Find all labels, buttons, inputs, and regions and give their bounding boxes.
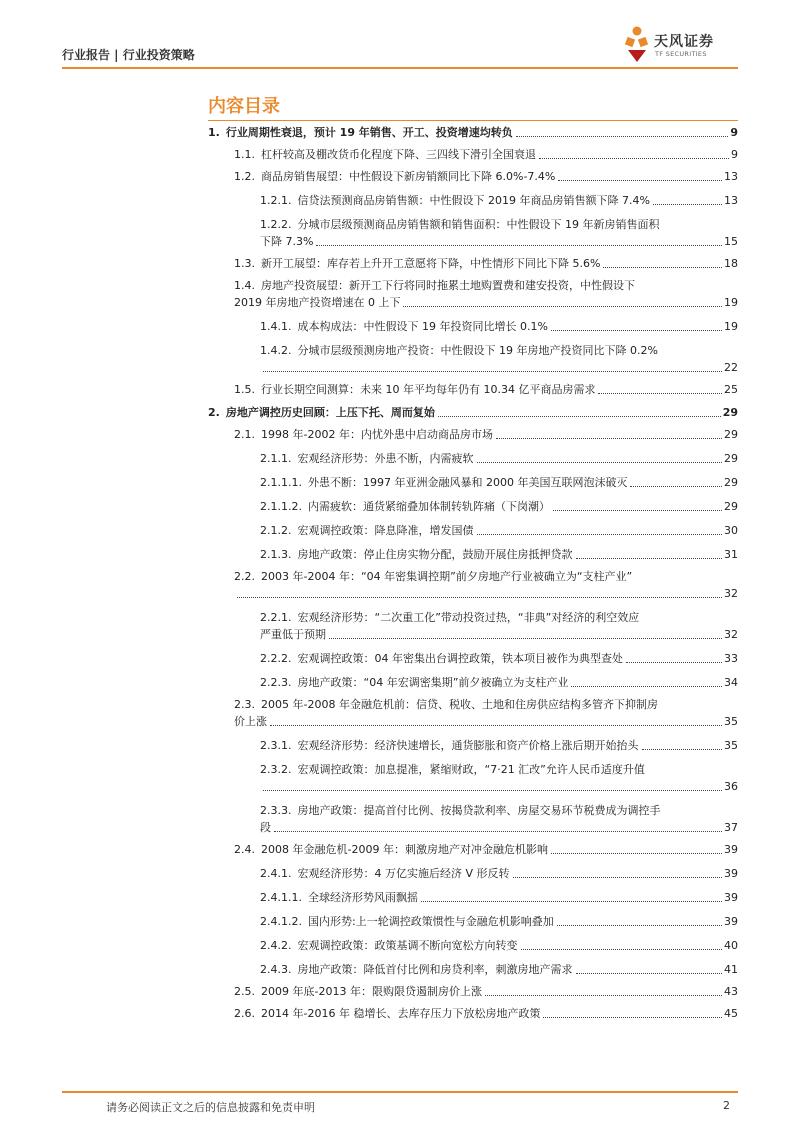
toc-entry-title: 房地产政策：降低首付比例和房贷利率，刺激房地产需求 (297, 963, 573, 976)
toc-entry-page: 29 (724, 452, 738, 465)
toc-title: 内容目录 (208, 96, 280, 117)
dot-leader (558, 180, 722, 181)
toc-entry[interactable] (208, 146, 738, 163)
toc-entry[interactable] (208, 546, 738, 563)
toc-entry-number: 2.2.3. (260, 676, 292, 689)
toc-entry-page: 9 (730, 126, 738, 139)
toc-entry-number: 2.1.1.1. (260, 476, 302, 489)
toc-entry-page: 29 (724, 476, 738, 489)
toc-entry-line (234, 381, 738, 398)
toc-entry-title: 全球经济形势风雨飘摇 (307, 891, 418, 904)
toc-entry-page: 39 (724, 867, 738, 880)
toc-entry-line (234, 255, 738, 272)
toc-entry-title-continued: 段 (260, 821, 271, 834)
toc-entry-title: 宏观调控政策：政策基调不断向宽松方向转变 (297, 939, 518, 952)
toc-entry-line (234, 294, 738, 311)
toc-entry-page: 31 (724, 548, 738, 561)
toc-entry-title-continued: 下降 7.3% (260, 235, 314, 248)
toc-entry-line (260, 937, 738, 954)
toc-entry-page: 34 (724, 676, 738, 689)
toc-entry-title: 行业长期空间测算：未来 10 年平均每年仍有 10.34 亿平商品房需求 (261, 383, 596, 396)
toc-entry-number: 2.2. (234, 570, 255, 583)
toc-entry[interactable] (208, 498, 738, 515)
toc-entry-number: 2.2.2. (260, 652, 292, 665)
toc-entry-page: 22 (724, 361, 738, 374)
toc-entry-title-continued: 严重低于预期 (260, 628, 326, 641)
toc-entry-title: 内需疲软：通货紧缩叠加体制转轨阵痛（下岗潮） (307, 500, 550, 513)
toc-entry-line (260, 216, 738, 233)
toc-entry-line (234, 168, 738, 185)
toc-entry-title: 2009 年底-2013 年：限购限贷遏制房价上涨 (261, 985, 482, 998)
toc-entry[interactable] (208, 761, 738, 795)
toc-entry-line (234, 713, 738, 730)
table-of-contents (208, 121, 738, 1022)
toc-entry-title: 宏观经济形势：外患不断，内需疲软 (297, 452, 474, 465)
toc-entry[interactable] (208, 609, 738, 643)
toc-entry-title: 行业周期性衰退，预计 19 年销售、开工、投资增速均转负 (225, 126, 513, 139)
toc-entry-line (260, 546, 738, 563)
toc-entry-title: 信贷法预测商品房销售额：中性假设下 2019 年商品房销售额下降 7.4% (297, 194, 650, 207)
header-divider (62, 67, 738, 69)
toc-entry-line (260, 318, 738, 335)
toc-entry-page: 39 (724, 891, 738, 904)
footer-disclaimer: 请务必阅读正文之后的信息披露和免责申明 (106, 1101, 315, 1114)
toc-entry-page: 9 (731, 148, 738, 161)
toc-entry-page: 19 (724, 296, 738, 309)
toc-entry-number: 1.2.2. (260, 218, 292, 231)
toc-entry-title: 2005 年-2008 年金融危机前：信贷、税收、土地和住房供应结构多管齐下抑制房 (261, 698, 658, 711)
toc-entry-line (260, 359, 738, 376)
toc-entry[interactable] (208, 426, 738, 443)
toc-entry-title: 2008 年金融危机-2009 年：刺激房地产对冲金融危机影响 (261, 843, 548, 856)
toc-entry[interactable] (208, 474, 738, 491)
toc-entry-number: 2.1.1. (260, 452, 292, 465)
toc-entry-number: 2.4.1.2. (260, 915, 302, 928)
toc-entry-title: 1998 年-2002 年：内忧外患中启动商品房市场 (261, 428, 493, 441)
toc-entry-page: 25 (724, 383, 738, 396)
toc-entry-title: 宏观经济形势：4 万亿实施后经济 V 形反转 (297, 867, 510, 880)
dot-leader (598, 393, 722, 394)
toc-entry-number: 2.3.1. (260, 739, 292, 752)
toc-entry-page: 40 (724, 939, 738, 952)
toc-entry-title-continued: 2019 年房地产投资增速在 0 上下 (234, 296, 401, 309)
dot-leader (274, 831, 722, 832)
toc-entry-number: 2.4.2. (260, 939, 292, 952)
toc-entry-page: 13 (724, 170, 738, 183)
toc-entry-number: 1.4. (234, 279, 255, 292)
toc-entry-page: 33 (724, 652, 738, 665)
toc-entry-number: 1.4.1. (260, 320, 292, 333)
toc-entry-title: 宏观调控政策：降息降准，增发国债 (297, 524, 474, 537)
toc-entry-title: 宏观调控政策：加息提准，紧缩财政，“7·21 汇改”允许人民币适度升值 (297, 763, 645, 776)
dot-leader (263, 371, 722, 372)
toc-entry-line (260, 761, 738, 778)
toc-entry-page: 29 (722, 406, 738, 419)
dot-leader (557, 925, 722, 926)
toc-entry-title: 2003 年-2004 年：“04 年密集调控期”前夕房地产行业被确立为“支柱产业” (261, 570, 633, 583)
toc-entry[interactable] (208, 802, 738, 836)
toc-entry-page: 43 (724, 985, 738, 998)
toc-entry-line (260, 609, 738, 626)
toc-entry-line (260, 474, 738, 491)
toc-entry[interactable] (208, 404, 738, 421)
dot-leader (551, 853, 722, 854)
toc-entry[interactable] (208, 737, 738, 754)
toc-entry-page: 29 (724, 428, 738, 441)
toc-entry-page: 32 (724, 628, 738, 641)
toc-entry-number: 2.4.1. (260, 867, 292, 880)
toc-entry-title: 房地产政策：提高首付比例、按揭贷款利率、房屋交易环节税费成为调控手 (297, 804, 661, 817)
toc-entry[interactable] (208, 255, 738, 272)
toc-entry-title: 商品房销售展望：中性假设下新房销额同比下降 6.0%-7.4% (261, 170, 556, 183)
toc-entry-line (260, 626, 738, 643)
toc-entry-page: 39 (724, 843, 738, 856)
dot-leader (603, 267, 722, 268)
toc-entry-line (234, 146, 738, 163)
dot-leader (316, 245, 722, 246)
toc-entry-line (234, 696, 738, 713)
toc-entry-line (234, 1005, 738, 1022)
toc-entry-title: 新开工展望：库存若上升开工意愿将下降，中性情形下同比下降 5.6% (261, 257, 601, 270)
toc-entry-line (260, 802, 738, 819)
dot-leader (513, 877, 722, 878)
dot-leader (477, 462, 723, 463)
dot-leader (653, 204, 722, 205)
toc-entry-line (260, 233, 738, 250)
toc-entry[interactable] (208, 983, 738, 1000)
toc-entry-title: 宏观调控政策：04 年密集出台调控政策，铁本项目被作为典型查处 (297, 652, 623, 665)
dot-leader (642, 749, 723, 750)
toc-entry[interactable] (208, 913, 738, 930)
footer-divider (62, 1091, 738, 1093)
toc-entry-line (260, 674, 738, 691)
dot-leader (626, 662, 722, 663)
toc-entry[interactable] (208, 318, 738, 335)
toc-entry-line (260, 192, 738, 209)
toc-entry-page: 39 (724, 915, 738, 928)
dot-leader (496, 438, 722, 439)
dot-leader (576, 973, 723, 974)
toc-entry[interactable] (208, 216, 738, 250)
toc-entry-title: 杠杆较高及棚改货币化程度下降、三四线下滑引全国衰退 (261, 148, 536, 161)
toc-entry-number: 2.1. (234, 428, 255, 441)
toc-entry-number: 2.4.3. (260, 963, 292, 976)
toc-entry-line (234, 841, 738, 858)
dot-leader (477, 534, 723, 535)
toc-entry[interactable] (208, 522, 738, 539)
toc-entry-line (260, 450, 738, 467)
dot-leader (521, 949, 723, 950)
toc-entry-number: 2.4.1.1. (260, 891, 302, 904)
toc-entry-page: 37 (724, 821, 738, 834)
toc-entry-line (234, 585, 738, 602)
dot-leader (571, 686, 722, 687)
toc-entry-page: 13 (724, 194, 738, 207)
toc-entry-line (260, 498, 738, 515)
toc-entry[interactable] (208, 568, 738, 602)
toc-entry-page: 35 (724, 715, 738, 728)
toc-entry-number: 2.1.2. (260, 524, 292, 537)
toc-entry[interactable] (208, 342, 738, 376)
dot-leader (553, 510, 722, 511)
toc-entry-line (234, 277, 738, 294)
toc-entry[interactable] (208, 674, 738, 691)
toc-entry-page: 30 (724, 524, 738, 537)
toc-entry[interactable] (208, 450, 738, 467)
toc-entry-title: 房地产政策：“04 年宏调密集期”前夕被确立为支柱产业 (297, 676, 569, 689)
toc-entry-number: 1.1. (234, 148, 255, 161)
toc-entry-title: 外患不断：1997 年亚洲金融风暴和 2000 年美国互联网泡沫破灭 (307, 476, 628, 489)
toc-entry-number: 2.3.2. (260, 763, 292, 776)
toc-entry-line (260, 778, 738, 795)
toc-entry-line (260, 913, 738, 930)
toc-entry[interactable] (208, 124, 738, 141)
toc-entry-line (260, 650, 738, 667)
toc-entry-title: 宏观经济形势：经济快速增长，通货膨胀和资产价格上涨后期开始抬头 (297, 739, 639, 752)
toc-entry-page: 29 (724, 500, 738, 513)
dot-leader (438, 416, 721, 417)
toc-entry-title: 房地产政策：停止住房实物分配，鼓励开展住房抵押贷款 (297, 548, 573, 561)
dot-leader (543, 1017, 722, 1018)
toc-entry-number: 2.4. (234, 843, 255, 856)
toc-entry-number: 1.4.2. (260, 344, 292, 357)
toc-entry[interactable] (208, 381, 738, 398)
toc-entry-title: 国内形势:上一轮调控政策惯性与金融危机影响叠加 (307, 915, 554, 928)
dot-leader (421, 901, 722, 902)
toc-entry-line (260, 737, 738, 754)
tf-logo-icon (622, 24, 652, 64)
brand-logo (622, 22, 742, 66)
toc-entry-title: 宏观经济形势：“二次重工化”带动投资过热，“非典”对经济的利空效应 (297, 611, 640, 624)
toc-entry-page: 36 (724, 780, 738, 793)
dot-leader (485, 995, 722, 996)
toc-entry-number: 2.2.1. (260, 611, 292, 624)
report-type-header: 行业报告 | 行业投资策略 (62, 48, 195, 62)
brand-name-cn: 天风证券 (654, 34, 714, 50)
toc-entry[interactable] (208, 168, 738, 185)
dot-leader (551, 330, 722, 331)
toc-entry-number: 1.2. (234, 170, 255, 183)
toc-entry-number: 1.5. (234, 383, 255, 396)
page-number: 2 (723, 1099, 730, 1112)
toc-entry-number: 2.3. (234, 698, 255, 711)
toc-entry-title: 房地产投资展望：新开工下行将同时拖累土地购置费和建安投资，中性假设下 (261, 279, 635, 292)
toc-entry-title: 成本构成法：中性假设下 19 年投资同比增长 0.1% (297, 320, 548, 333)
toc-entry-title-continued: 价上涨 (234, 715, 267, 728)
toc-entry-number: 2.3.3. (260, 804, 292, 817)
toc-entry-number: 1.2.1. (260, 194, 292, 207)
toc-entry-line (260, 865, 738, 882)
toc-entry[interactable] (208, 961, 738, 978)
toc-entry-number: 1.3. (234, 257, 255, 270)
toc-entry[interactable] (208, 696, 738, 730)
toc-entry-line (234, 568, 738, 585)
toc-entry[interactable] (208, 865, 738, 882)
toc-entry[interactable] (208, 841, 738, 858)
toc-entry[interactable] (208, 192, 738, 209)
toc-entry-page: 41 (724, 963, 738, 976)
toc-entry-line (260, 819, 738, 836)
dot-leader (630, 486, 722, 487)
toc-entry[interactable] (208, 277, 738, 311)
toc-entry-line (260, 342, 738, 359)
toc-entry-line (260, 889, 738, 906)
dot-leader (539, 158, 729, 159)
toc-entry-title: 2014 年-2016 年 稳增长、去库存压力下放松房地产政策 (261, 1007, 541, 1020)
toc-entry-page: 32 (724, 587, 738, 600)
toc-entry[interactable] (208, 937, 738, 954)
toc-entry-number: 2.5. (234, 985, 255, 998)
toc-entry-number: 2.1.1.2. (260, 500, 302, 513)
toc-entry-line (208, 404, 738, 421)
toc-entry-number: 2.1.3. (260, 548, 292, 561)
toc-entry-line (234, 426, 738, 443)
toc-entry-page: 18 (724, 257, 738, 270)
toc-entry-line (260, 522, 738, 539)
toc-entry-page: 19 (724, 320, 738, 333)
toc-entry-line (260, 961, 738, 978)
toc-entry-title: 房地产调控历史回顾：上压下托、周而复始 (225, 406, 435, 419)
toc-entry-line (208, 124, 738, 141)
toc-entry-title: 分城市层级预测商品房销售额和销售面积：中性假设下 19 年新房销售面积 (297, 218, 660, 231)
toc-entry[interactable] (208, 650, 738, 667)
dot-leader (403, 306, 722, 307)
toc-entry-number: 1. (208, 126, 220, 139)
toc-entry[interactable] (208, 1005, 738, 1022)
toc-entry[interactable] (208, 889, 738, 906)
toc-entry-number: 2. (208, 406, 220, 419)
dot-leader (270, 725, 722, 726)
toc-entry-title: 分城市层级预测房地产投资：中性假设下 19 年房地产投资同比下降 0.2% (297, 344, 658, 357)
dot-leader (576, 558, 723, 559)
dot-leader (263, 790, 722, 791)
toc-entry-number: 2.6. (234, 1007, 255, 1020)
dot-leader (237, 597, 722, 598)
toc-entry-line (234, 983, 738, 1000)
brand-name-en: TF SECURITIES (655, 50, 707, 58)
toc-entry-page: 45 (724, 1007, 738, 1020)
toc-entry-page: 15 (724, 235, 738, 248)
toc-entry-page: 35 (724, 739, 738, 752)
dot-leader (329, 638, 722, 639)
dot-leader (516, 136, 729, 137)
